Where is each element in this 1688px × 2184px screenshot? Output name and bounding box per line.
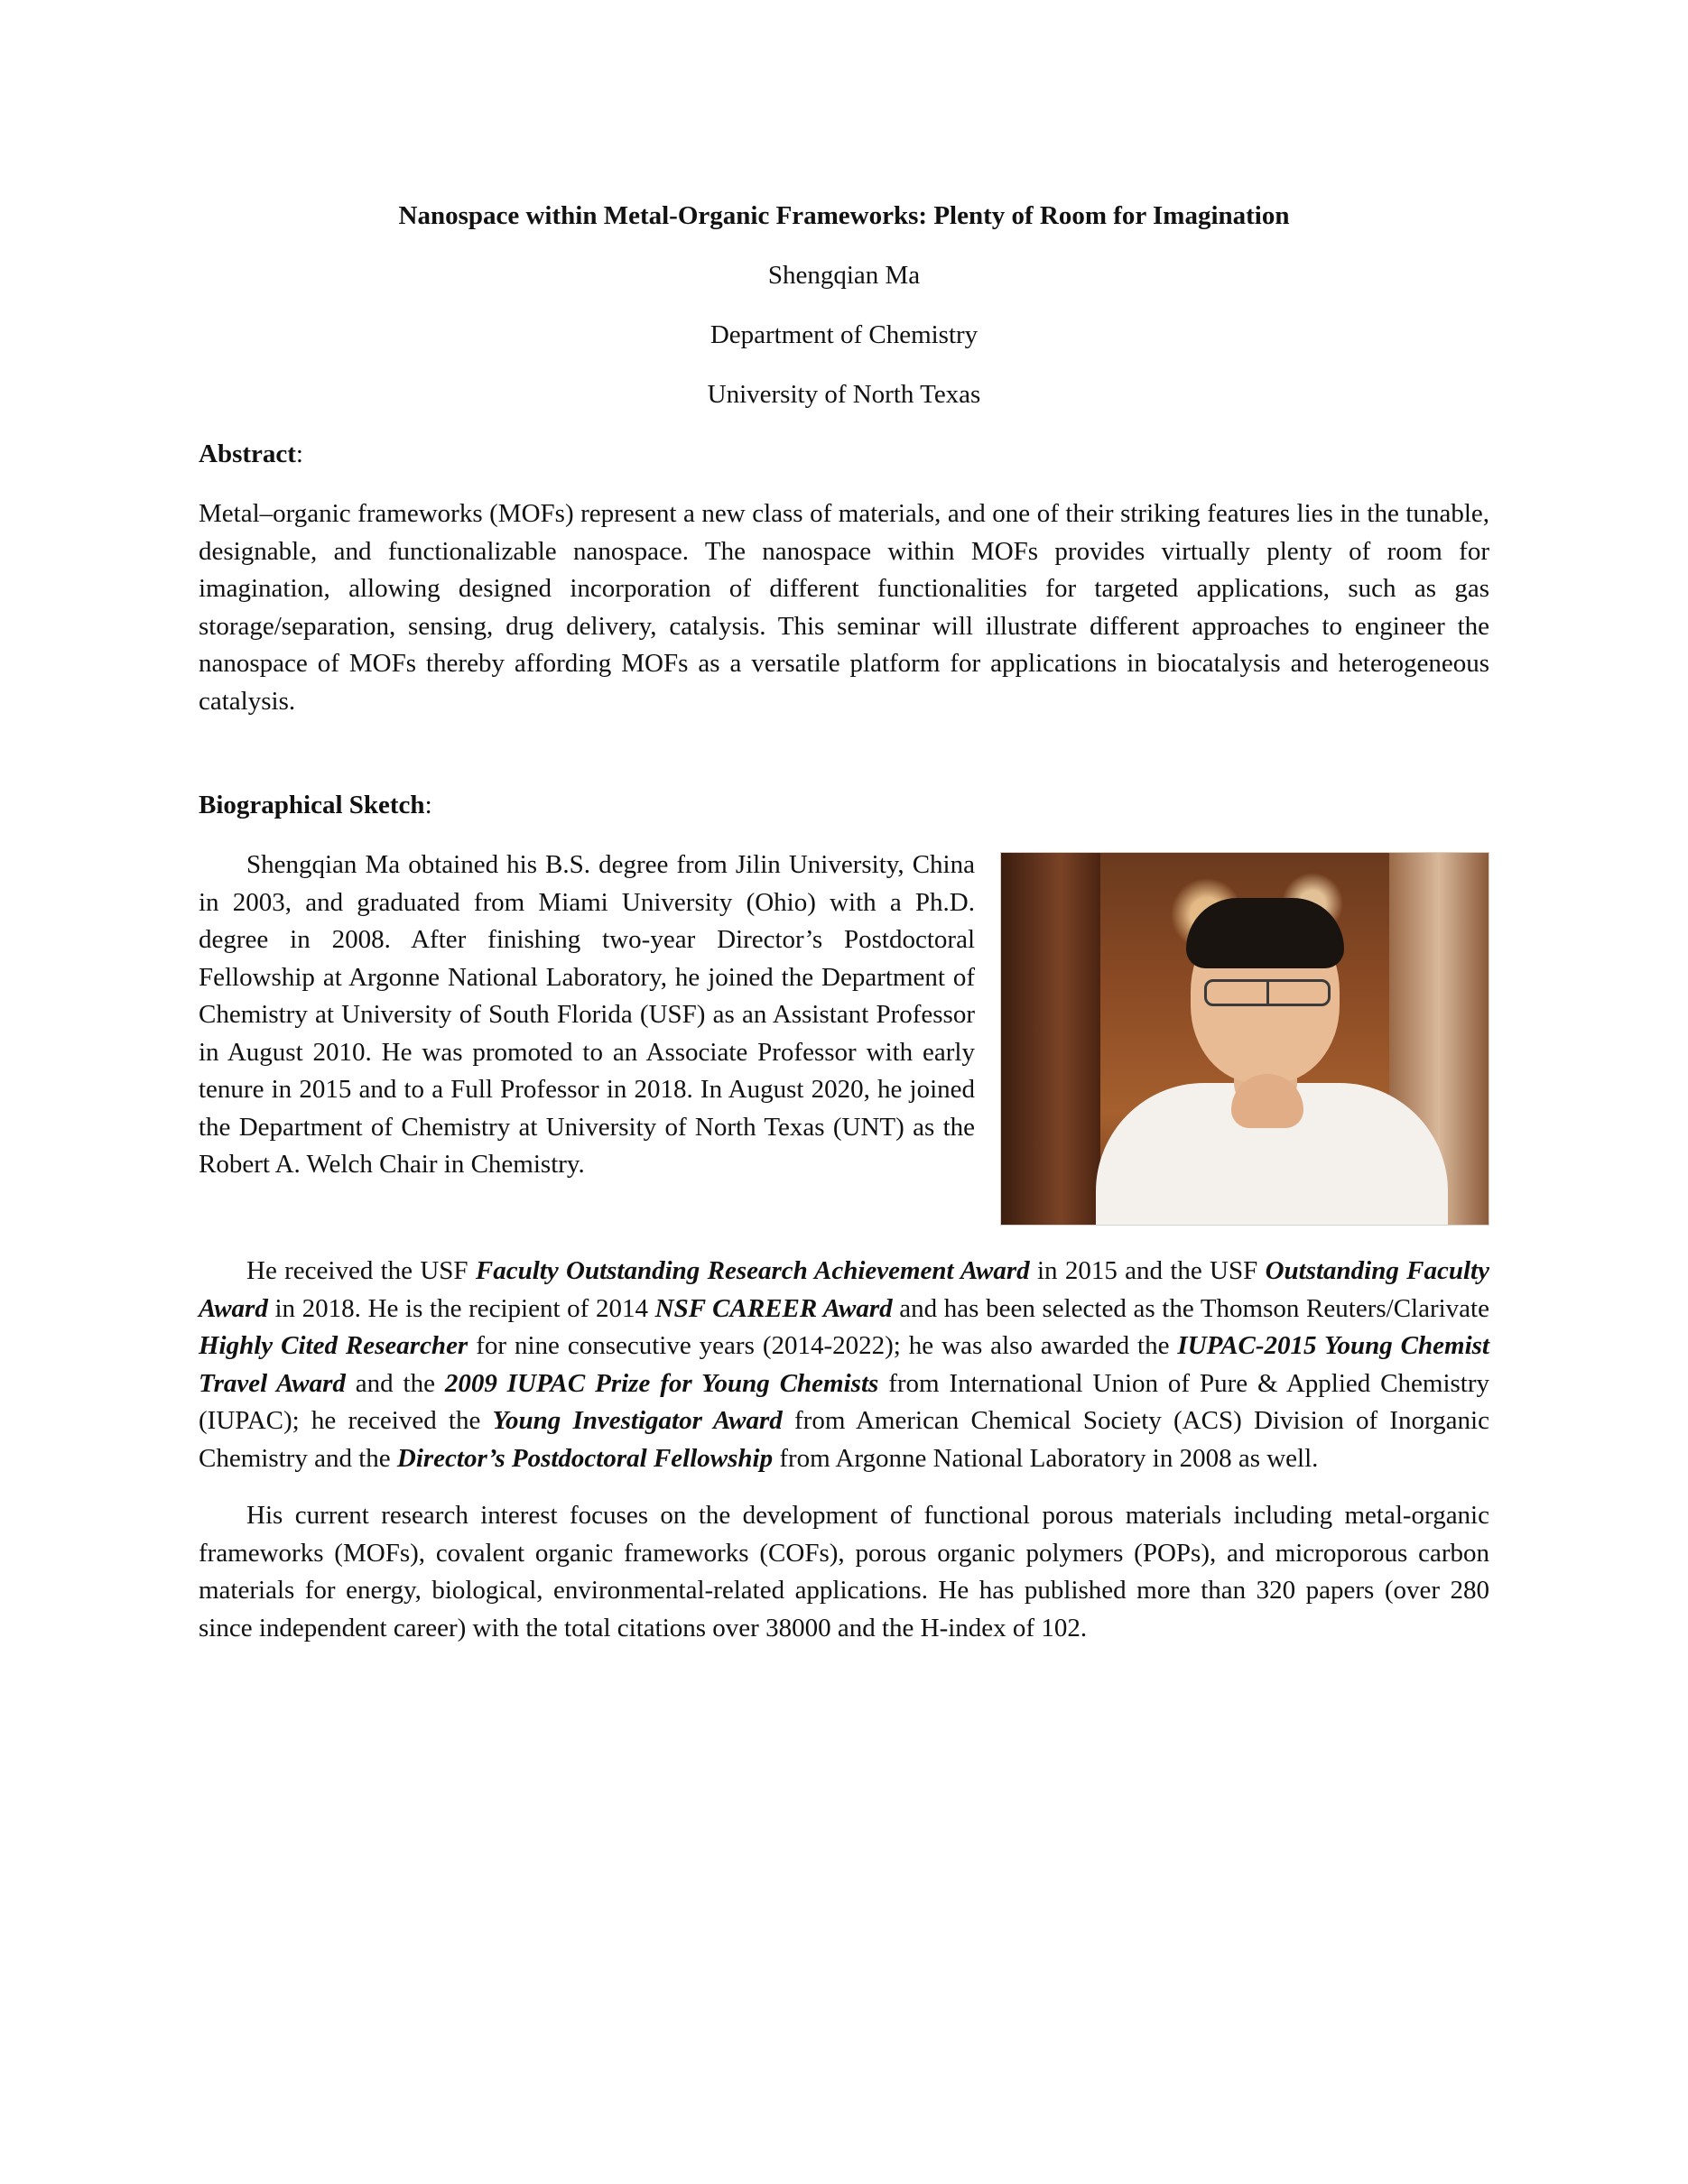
text-run: and the (345, 1368, 445, 1398)
portrait-photo (1000, 852, 1489, 1226)
bio-heading-label: Biographical Sketch (199, 791, 425, 819)
spacer (199, 1233, 1489, 1253)
text-run: in 2018. He is the recipient of 2014 (267, 1293, 655, 1323)
bio-paragraph-2 (199, 1253, 1489, 1477)
award-name: IUPAC-2015 Young Chemist Travel Award (199, 1331, 1489, 1398)
abstract-heading (199, 432, 1489, 476)
award-name: Young Investigator Award (492, 1406, 783, 1435)
abstract-text: Metal–organic frameworks (MOFs) represent a new class of materials, and one of their striking features lies in the tunable, designable, and functionalizable nanospace. The nanospace within MOFs provides virtually plenty of room for imagination, allowing designed incorporation of different functionalities for targeted applications, such as gas storage/separation, sensing, drug delivery, catalysis. This seminar will illustrate different approaches to engineer the nanospace of MOFs thereby affording MOFs as a versatile platform for applications in biocatalysis and heterogeneous catalysis. (199, 499, 1489, 716)
text-run: from International Union of Pure & Applied Chemistry (IUPAC); he received the (199, 1368, 1490, 1435)
spacer (199, 720, 1489, 783)
text-run: from American Chemical Society (ACS) Division of Inorganic Chemistry and the (199, 1406, 1489, 1473)
document-content (199, 194, 1489, 1647)
award-name: Highly Cited Researcher (199, 1331, 468, 1360)
text-run: for nine consecutive years (2014-2022); he was also awarded the (468, 1331, 1178, 1360)
bio-paragraph-3: His current research interest focuses on the development of functional porous materials including metal-organic frameworks (MOFs), covalent organic frameworks (COFs), porous organic polymers (POPs), and microporous carbon materials for energy, biological, environmental-related applications. He has published more than 320 papers (over 280 since independent career) with the total citations over 38000 and the H-index of 102. (199, 1501, 1489, 1643)
document-title: Nanospace within Metal-Organic Frameworks: Plenty of Room for Imagination (398, 201, 1290, 230)
award-name: NSF CAREER Award (654, 1293, 893, 1323)
author-name: Shengqian Ma (767, 261, 921, 290)
department-name: Department of Chemistry (710, 320, 978, 349)
text-run: He received the USF (246, 1256, 476, 1285)
bio-heading (199, 783, 1489, 827)
text-run: and has been selected as the Thomson Reuters/Clarivate (892, 1293, 1489, 1323)
university-name: University of North Texas (707, 380, 981, 409)
bio-paragraph-1: Shengqian Ma obtained his B.S. degree from Jilin University, China in 2003, and graduated from Miami University (Ohio) with a Ph.D. degree in 2008. After finishing two-year Director’s Postdoctoral Fellowship at Argonne National Laboratory, he joined the Department of Chemistry at University of South Florida (USF) as an Assistant Professor in August 2010. He was promoted to an Associate Professor with early tenure in 2015 and to a Full Professor in 2018. In August 2020, he joined the Department of Chemistry at University of North Texas (UNT) as the Robert A. Welch Chair in Chemistry. (199, 850, 975, 1179)
bio-section (199, 847, 1489, 1233)
spacer (199, 1477, 1489, 1497)
award-name: Faculty Outstanding Research Achievement Award (475, 1256, 1030, 1285)
abstract-heading-label: Abstract (199, 440, 296, 468)
abstract-heading-colon: : (295, 440, 303, 468)
bio-heading-colon: : (424, 791, 432, 819)
text-run: in 2015 and the USF (1029, 1256, 1266, 1285)
award-name: Director’s Postdoctoral Fellowship (396, 1443, 774, 1473)
text-run: from Argonne National Laboratory in 2008 as well. (773, 1443, 1319, 1473)
award-name: Outstanding Faculty Award (199, 1256, 1489, 1323)
award-name: 2009 IUPAC Prize for Young Chemists (444, 1368, 879, 1398)
